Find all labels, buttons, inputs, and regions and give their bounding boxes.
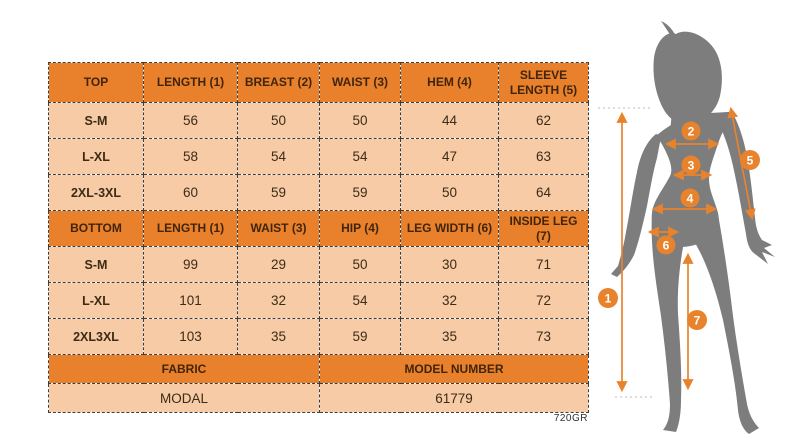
- size-value-cell: 103: [144, 319, 238, 355]
- column-header: SLEEVE LENGTH (5): [499, 63, 589, 103]
- size-value-cell: 50: [401, 175, 499, 211]
- size-value-cell: 59: [238, 175, 320, 211]
- size-value-cell: 35: [238, 319, 320, 355]
- marker-1-label: 1: [604, 291, 612, 306]
- column-header: LEG WIDTH (6): [401, 211, 499, 247]
- size-value-cell: 72: [499, 283, 589, 319]
- size-value-cell: 32: [401, 283, 499, 319]
- column-header: WAIST (3): [320, 63, 401, 103]
- size-value-cell: 54: [320, 139, 401, 175]
- marker-4-label: 4: [686, 191, 694, 206]
- column-header: BOTTOM: [49, 211, 144, 247]
- size-value-cell: 60: [144, 175, 238, 211]
- model-number-header: MODEL NUMBER: [320, 355, 589, 384]
- size-value-cell: 32: [238, 283, 320, 319]
- size-label-cell: 2XL-3XL: [49, 175, 144, 211]
- table-row: [49, 63, 589, 103]
- table-row: [49, 319, 589, 355]
- size-value-cell: 54: [238, 139, 320, 175]
- size-label-cell: S-M: [49, 103, 144, 139]
- size-value-cell: 44: [401, 103, 499, 139]
- footnote-code: 720GR: [553, 413, 588, 424]
- size-value-cell: 50: [238, 103, 320, 139]
- size-value-cell: 101: [144, 283, 238, 319]
- column-header: INSIDE LEG (7): [499, 211, 589, 247]
- column-header: BREAST (2): [238, 63, 320, 103]
- size-label-cell: L-XL: [49, 283, 144, 319]
- size-value-cell: 56: [144, 103, 238, 139]
- size-value-cell: 58: [144, 139, 238, 175]
- size-value-cell: 47: [401, 139, 499, 175]
- model-number-value: 61779: [320, 384, 589, 413]
- column-header: LENGTH (1): [144, 63, 238, 103]
- marker-7-label: 7: [693, 313, 701, 328]
- marker-6-label: 6: [662, 238, 670, 253]
- size-value-cell: 62: [499, 103, 589, 139]
- size-value-cell: 73: [499, 319, 589, 355]
- size-value-cell: 29: [238, 247, 320, 283]
- size-value-cell: 50: [320, 247, 401, 283]
- column-header: WAIST (3): [238, 211, 320, 247]
- table-row: [49, 247, 589, 283]
- table-row: [49, 175, 589, 211]
- size-label-cell: L-XL: [49, 139, 144, 175]
- woman-silhouette-icon: [611, 21, 775, 434]
- size-value-cell: 64: [499, 175, 589, 211]
- marker-5-label: 5: [746, 153, 754, 168]
- table-row: [49, 283, 589, 319]
- marker-3-label: 3: [687, 158, 695, 173]
- column-header: TOP: [49, 63, 144, 103]
- table-row: [49, 139, 589, 175]
- marker-2-label: 2: [687, 124, 695, 139]
- size-value-cell: 35: [401, 319, 499, 355]
- size-value-cell: 63: [499, 139, 589, 175]
- size-value-cell: 99: [144, 247, 238, 283]
- column-header: HIP (4): [320, 211, 401, 247]
- size-table: [48, 62, 589, 413]
- size-label-cell: 2XL3XL: [49, 319, 144, 355]
- measurement-figure: [590, 20, 800, 448]
- fabric-value: MODAL: [49, 384, 320, 413]
- table-row: [49, 211, 589, 247]
- column-header: HEM (4): [401, 63, 499, 103]
- size-value-cell: 54: [320, 283, 401, 319]
- fabric-header: FABRIC: [49, 355, 320, 384]
- size-value-cell: 59: [320, 175, 401, 211]
- size-label-cell: S-M: [49, 247, 144, 283]
- table-row: [49, 355, 589, 384]
- table-row: [49, 384, 589, 413]
- size-value-cell: 59: [320, 319, 401, 355]
- size-value-cell: 50: [320, 103, 401, 139]
- column-header: LENGTH (1): [144, 211, 238, 247]
- size-value-cell: 71: [499, 247, 589, 283]
- size-value-cell: 30: [401, 247, 499, 283]
- table-row: [49, 103, 589, 139]
